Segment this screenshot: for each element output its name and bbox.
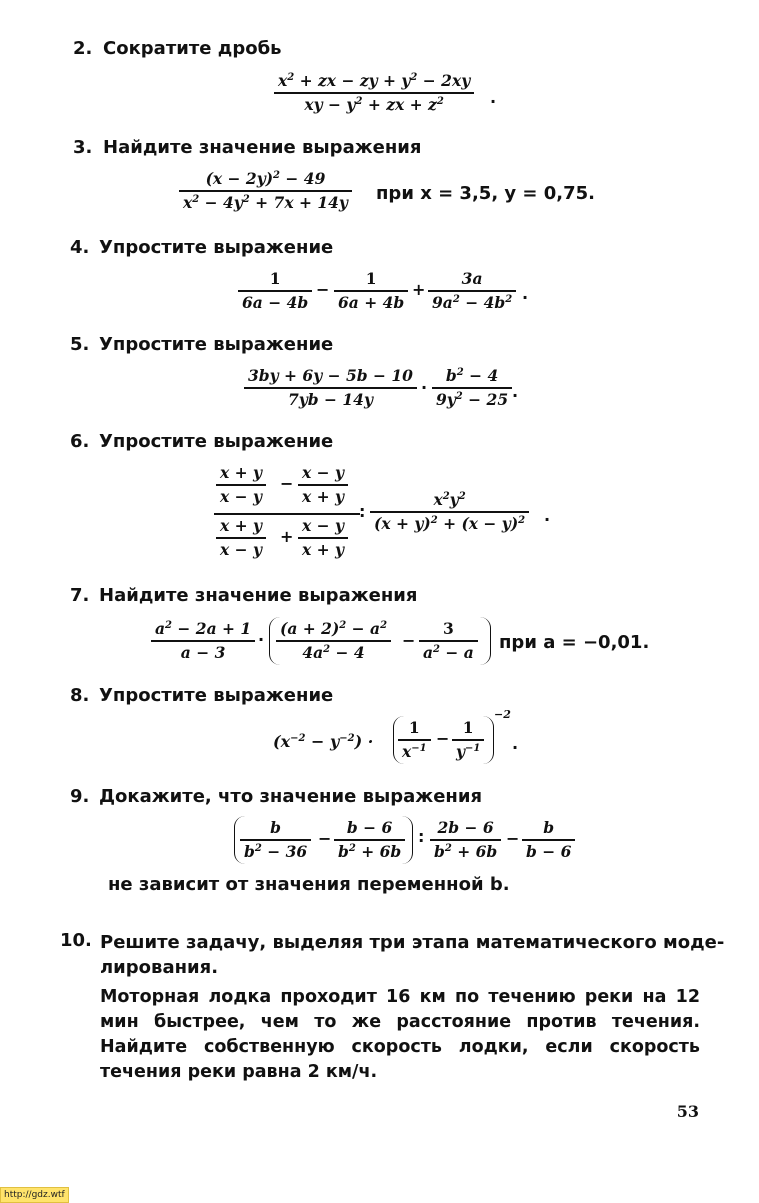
minus-sign: − xyxy=(318,829,332,848)
task-title: Решите задачу, выделяя три этапа математического моде- лирования. xyxy=(100,932,725,978)
exponent: −2 xyxy=(494,708,511,721)
task-title: Упростите выражение xyxy=(99,685,334,706)
period: . xyxy=(522,284,529,303)
fraction: 1 $y^{-1}$ xyxy=(452,717,484,763)
right-paren xyxy=(480,617,491,665)
plus-sign: + xyxy=(280,527,294,546)
problem-text: Моторная лодка проходит 16 км по течению реки на 12 мин быстрее, чем то же расстояние против течения. Найдите собственную скорость лодки, если скорость течения реки равна 2 км/ч. xyxy=(100,987,700,1082)
fraction: x − y x + y xyxy=(298,462,348,508)
multiply-dot: · xyxy=(421,378,428,397)
task-tail-text: не зависит от значения переменной b. xyxy=(108,874,510,895)
task-number: 7. xyxy=(70,585,90,606)
minus-sign: − xyxy=(506,829,520,848)
fraction: 3 $a^2 - a$ xyxy=(419,618,478,664)
fraction: $(a + 2)^2 - a^2$ $4a^2 - 4$ xyxy=(276,618,391,664)
task-title: Найдите значение выражения xyxy=(99,585,418,606)
fraction: 3a $9a^2 - 4b^2$ xyxy=(428,268,516,314)
minus-sign: − xyxy=(402,631,416,650)
minus-sign: − xyxy=(316,280,330,299)
expression: $(x^{-2} - y^{-2})$ · xyxy=(273,732,374,751)
fraction: b $b^2 - 36$ xyxy=(240,817,311,863)
task-title: Докажите, что значение выражения xyxy=(99,786,483,807)
fraction: x − y x + y xyxy=(298,515,348,561)
task-title: Упростите выражение xyxy=(99,431,334,452)
task-number: 10. xyxy=(60,930,92,951)
divide-sign: : xyxy=(359,502,366,521)
fraction: 2b − 6 $b^2 + 6b$ xyxy=(430,817,501,863)
fraction: 1 $x^{-1}$ xyxy=(398,717,431,763)
fraction: $x^2y^2$ $(x + y)^2 + (x - y)^2$ xyxy=(370,489,529,535)
fraction: 3by + 6y − 5b − 10 7yb − 14y xyxy=(244,365,417,411)
period: . xyxy=(512,734,519,753)
fraction: b b − 6 xyxy=(522,817,575,863)
fraction: 1 6a + 4b xyxy=(334,268,408,314)
minus-sign: − xyxy=(280,474,294,493)
period: . xyxy=(512,382,519,401)
plus-sign: + xyxy=(412,280,426,299)
task-title: Упростите выражение xyxy=(99,237,334,258)
fraction: $a^2 - 2a + 1$ a − 3 xyxy=(151,618,255,664)
fraction: x + y x − y xyxy=(216,462,266,508)
right-paren xyxy=(483,716,494,764)
task-number: 3. xyxy=(73,137,93,158)
minus-sign: − xyxy=(436,729,450,748)
watermark-link[interactable]: http://gdz.wtf xyxy=(0,1187,69,1203)
task-title: Найдите значение выражения xyxy=(103,137,422,158)
fraction: $(x - 2y)^2 - 49$ $x^2 - 4y^2 + 7x + 14y$ xyxy=(179,168,352,214)
period: . xyxy=(544,506,551,525)
right-paren xyxy=(402,816,413,864)
condition-text: при a = −0,01. xyxy=(499,632,650,653)
condition-text: при x = 3,5, y = 0,75. xyxy=(376,183,596,204)
period: . xyxy=(490,88,497,107)
fraction: x + y x − y xyxy=(216,515,266,561)
task-number: 6. xyxy=(70,431,90,452)
fraction: 1 6a − 4b xyxy=(238,268,312,314)
fraction: $b^2 - 4$ $9y^2 - 25$ xyxy=(432,365,512,411)
multiply-dot: · xyxy=(258,630,265,649)
fraction: b − 6 $b^2 + 6b$ xyxy=(334,817,405,863)
divide-sign: : xyxy=(418,827,425,846)
fraction: $x^2$ + zx − zy + $y^2 - 2xy$ xy − $y^2$ + zx + $z^2$ xyxy=(274,70,474,116)
task-title: Сократите дробь xyxy=(103,38,282,59)
task-number: 4. xyxy=(70,237,90,258)
task-number: 8. xyxy=(70,685,90,706)
task-number: 2. xyxy=(73,38,93,59)
task-number: 5. xyxy=(70,334,90,355)
task-number: 9. xyxy=(70,786,90,807)
task-title: Упростите выражение xyxy=(99,334,334,355)
page-number: 53 xyxy=(676,1102,699,1121)
